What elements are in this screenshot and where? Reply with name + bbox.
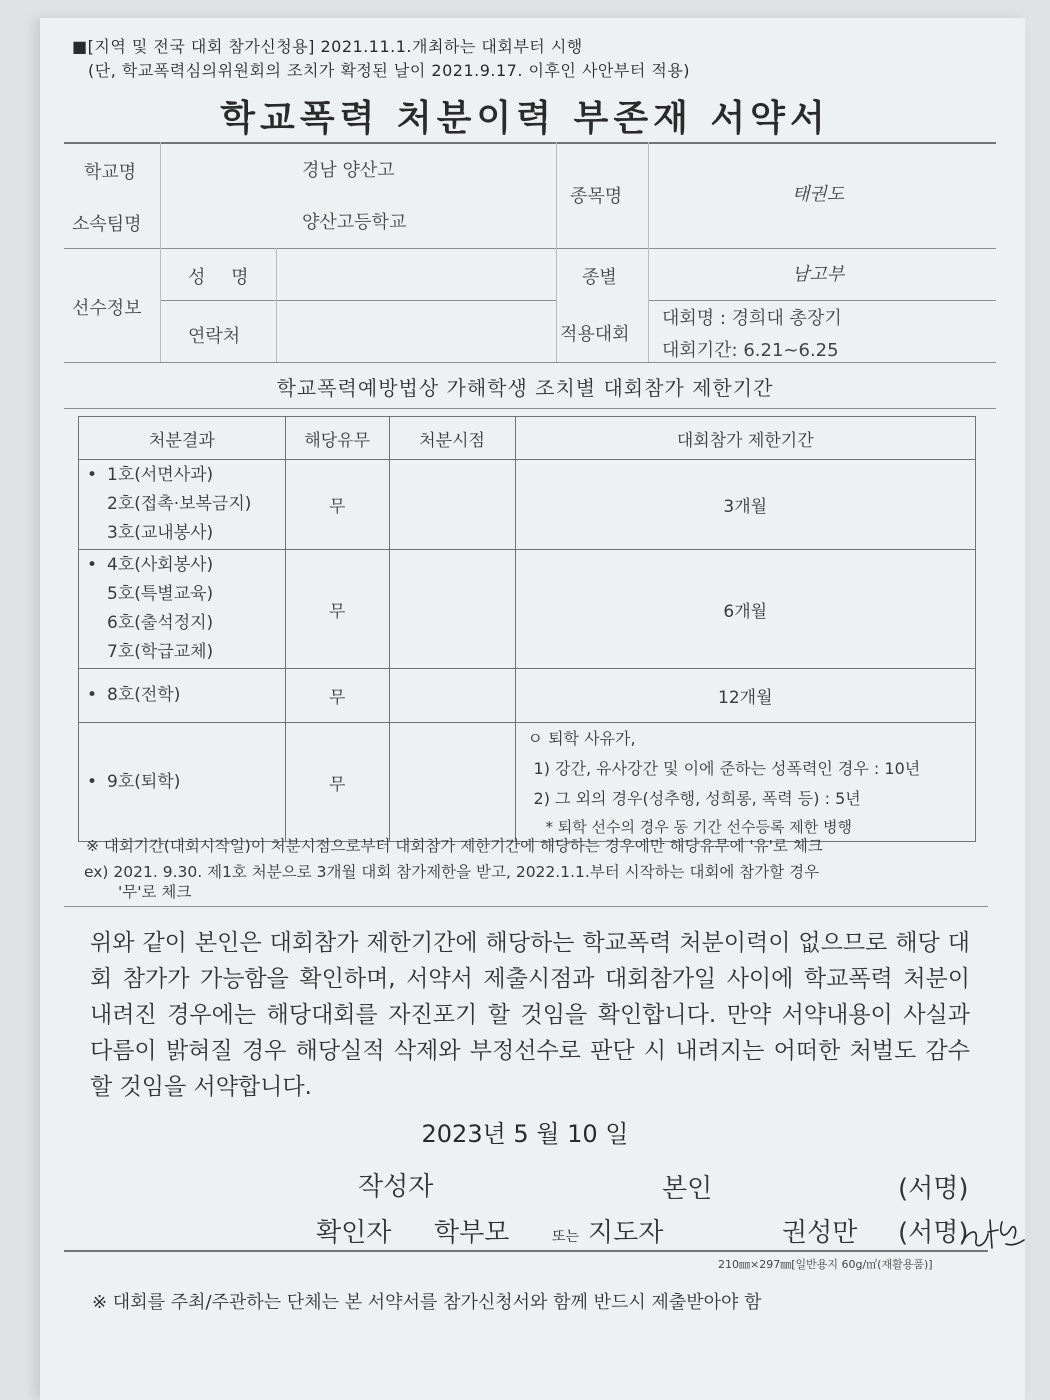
header-result: 처분결과 bbox=[79, 417, 286, 460]
table-row bbox=[79, 669, 976, 723]
sanction-item: 1호(서면사과) bbox=[107, 465, 214, 485]
limit-cell: 6개월 bbox=[515, 550, 975, 669]
limit-cell: 12개월 bbox=[515, 669, 975, 723]
header-applicable: 해당유무 bbox=[285, 417, 389, 460]
confirmer-parent: 학부모 bbox=[434, 1218, 510, 1248]
info-col bbox=[160, 142, 161, 362]
event-label: 종목명 bbox=[570, 186, 623, 207]
time-cell[interactable] bbox=[389, 460, 515, 550]
time-cell[interactable] bbox=[389, 669, 515, 723]
limit-cell: 3개월 bbox=[515, 460, 975, 550]
table-header-row bbox=[79, 417, 976, 460]
writer-role: 본인 bbox=[662, 1174, 713, 1204]
pledge-date: 2023년 5 월 10 일 bbox=[421, 1120, 629, 1148]
footer-note: ※ 대회를 주최/주관하는 단체는 본 서약서를 참가신청서와 함께 반드시 제출받아야 함 bbox=[92, 1292, 762, 1313]
confirmer-coach: 지도자 bbox=[588, 1218, 664, 1248]
school-value[interactable]: 경남 양산고 bbox=[302, 160, 395, 181]
note-line-3: '무'로 체크 bbox=[118, 883, 192, 901]
sanction-table bbox=[78, 416, 976, 842]
limit-line: * 퇴학 선수의 경우 동 기간 선수등록 제한 병행 bbox=[545, 818, 852, 836]
time-cell[interactable] bbox=[389, 723, 515, 842]
competition-label: 적용대회 bbox=[560, 324, 630, 345]
limit-line: 1) 강간, 유사강간 및 이에 준하는 성폭력인 경우 : 10년 bbox=[533, 759, 921, 778]
sanction-cell bbox=[79, 669, 286, 723]
info-col bbox=[648, 142, 649, 362]
sanction-cell bbox=[79, 723, 286, 842]
info-rule bbox=[160, 300, 556, 301]
sanction-item: 5호(특별교육) bbox=[107, 584, 214, 604]
limit-line: ㅇ 퇴학 사유가, bbox=[527, 729, 636, 748]
or-text: 또는 bbox=[552, 1229, 580, 1245]
info-col bbox=[276, 248, 277, 362]
info-rule bbox=[64, 362, 996, 363]
sanction-cell bbox=[79, 460, 286, 550]
sanction-item: 8호(전학) bbox=[107, 685, 181, 705]
info-rule bbox=[648, 300, 996, 301]
school-label: 학교명 bbox=[84, 162, 137, 183]
applicable-cell[interactable]: 무 bbox=[285, 723, 389, 842]
section-title: 학교폭력예방법상 가해학생 조치별 대회참가 제한기간 bbox=[276, 376, 774, 400]
sanction-item: 7호(학급교체) bbox=[107, 642, 214, 662]
competition-period[interactable]: 대회기간: 6.21~6.25 bbox=[662, 340, 839, 361]
contact-label: 연락처 bbox=[188, 326, 241, 347]
signature-rule bbox=[64, 1250, 988, 1252]
note-rule bbox=[64, 906, 988, 907]
confirmer-sign-label[interactable]: (서명) bbox=[898, 1218, 969, 1248]
writer-label: 작성자 bbox=[358, 1172, 434, 1202]
sanction-item: 6호(출석정지) bbox=[107, 613, 214, 633]
applicable-cell[interactable]: 무 bbox=[285, 550, 389, 669]
division-label: 종별 bbox=[582, 267, 617, 288]
team-value[interactable]: 양산고등학교 bbox=[302, 212, 407, 233]
confirmer-name[interactable]: 권성만 bbox=[782, 1218, 858, 1248]
bullet-icon: • bbox=[87, 685, 98, 705]
name-label: 성 명 bbox=[188, 267, 259, 288]
sanction-item: 4호(사회봉사) bbox=[107, 555, 214, 575]
header-time: 처분시점 bbox=[389, 417, 515, 460]
notice-line-1: ■[지역 및 전국 대회 참가신청용] 2021.11.1.개최하는 대회부터 시행 bbox=[72, 37, 583, 56]
team-label: 소속팀명 bbox=[72, 214, 142, 235]
division-value[interactable]: 남고부 bbox=[792, 264, 845, 285]
info-rule bbox=[64, 408, 996, 409]
table-row bbox=[79, 723, 976, 842]
confirmer-label: 확인자 bbox=[316, 1218, 392, 1248]
note-line-1: ※ 대회기간(대회시작일)이 처분시점으로부터 대회참가 제한기간에 해당하는 경우에만 해당유무에 '유'로 체크 bbox=[86, 837, 823, 855]
table-row bbox=[79, 460, 976, 550]
applicable-cell[interactable]: 무 bbox=[285, 669, 389, 723]
header-limit: 대회참가 제한기간 bbox=[515, 417, 975, 460]
document-title: 학교폭력 처분이력 부존재 서약서 bbox=[220, 98, 830, 139]
sanction-item: 2호(접촉·보복금지) bbox=[107, 494, 252, 514]
paper-info: 210㎜×297㎜[일반용지 60g/㎡(재활용품)] bbox=[718, 1258, 933, 1271]
competition-name[interactable]: 대회명 : 경희대 총장기 bbox=[662, 308, 842, 329]
notice-line-2: (단, 학교폭력심의위원회의 조치가 확정된 날이 2021.9.17. 이후인 사안부터 적용) bbox=[88, 61, 691, 80]
note-line-2: ex) 2021. 9.30. 제1호 처분으로 3개월 대회 참가제한을 받고, 2022.1.1.부터 시작하는 대회에 참가할 경우 bbox=[84, 863, 820, 881]
sanction-item: 9호(퇴학) bbox=[107, 771, 181, 792]
player-info-label: 선수정보 bbox=[72, 298, 142, 319]
sanction-item: 3호(교내봉사) bbox=[107, 523, 214, 543]
table-row bbox=[79, 550, 976, 669]
info-rule bbox=[64, 248, 996, 249]
info-col bbox=[556, 142, 557, 362]
limit-line: 2) 그 외의 경우(성추행, 성희롱, 폭력 등) : 5년 bbox=[533, 789, 861, 808]
time-cell[interactable] bbox=[389, 550, 515, 669]
info-top-rule bbox=[64, 142, 996, 144]
pledge-text: 위와 같이 본인은 대회참가 제한기간에 해당하는 학교폭력 처분이력이 없으므로 해당 대회 참가가 가능함을 확인하며, 서약서 제출시점과 대회참가일 사이에 학교폭력 처분이 내려진 경우에는 해당대회를 자진포기 할 것임을 확인합니다. 만약 서약내용이 사실과 다름이 밝혀질 경우 해당실적 삭제와 부정선수로 판단 시 내려지는 어떠한 처벌도 감수할 것임을 서약합니다. bbox=[90, 930, 970, 1100]
event-value[interactable]: 태권도 bbox=[792, 184, 845, 205]
limit-cell bbox=[515, 723, 975, 842]
applicable-cell[interactable]: 무 bbox=[285, 460, 389, 550]
bullet-icon: • bbox=[87, 555, 98, 575]
sanction-cell bbox=[79, 550, 286, 669]
bullet-icon: • bbox=[87, 465, 98, 485]
writer-sign-label[interactable]: (서명) bbox=[898, 1174, 969, 1204]
bullet-icon: • bbox=[87, 771, 98, 792]
